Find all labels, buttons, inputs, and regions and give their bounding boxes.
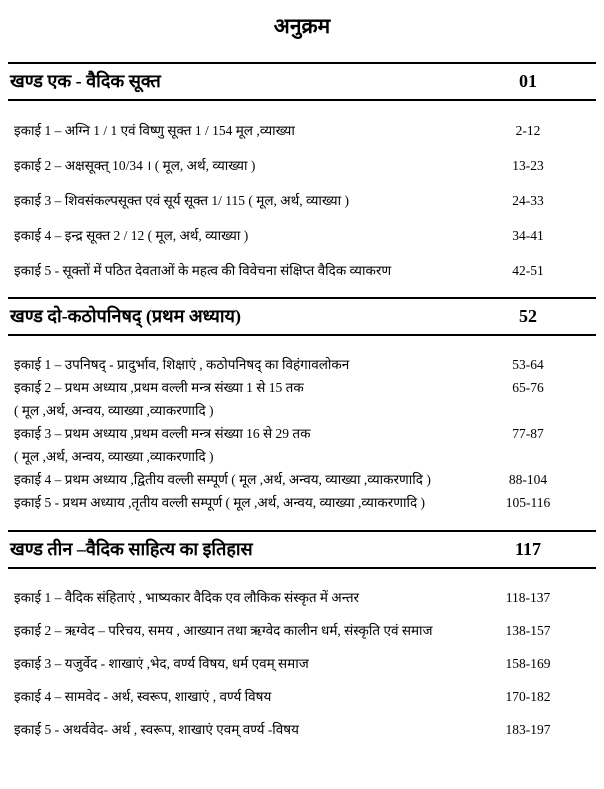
- section-header: [8, 532, 596, 567]
- toc-entry-pages: 2-12: [515, 123, 541, 138]
- toc-entry-pages: 88-104: [508, 472, 548, 487]
- toc-entry-pages: 42-51: [512, 263, 544, 278]
- page-title: अनुक्रम: [273, 14, 331, 38]
- section-entries: [8, 121, 596, 281]
- toc-entry: [8, 588, 596, 608]
- toc-entry: [8, 226, 596, 246]
- toc-entry-text: ( मूल ,अर्थ, अन्वय, व्याख्या ,व्याकरणादि ): [14, 449, 214, 464]
- toc-entry-pages: 65-76: [512, 380, 544, 395]
- toc-page: [0, 12, 604, 740]
- section-title: खण्ड एक - वैदिक सूक्त: [10, 71, 161, 91]
- toc-entry-text: इकाई 2 – अक्षसूक्त् 10/34 । ( मूल, अर्थ, व्याख्या ): [14, 158, 256, 173]
- toc-entry-continuation: [8, 401, 596, 421]
- divider: [8, 567, 596, 569]
- toc-entry-pages: 77-87: [512, 426, 544, 441]
- toc-entry: [8, 191, 596, 211]
- section-entries: [8, 355, 596, 513]
- toc-entry: [8, 654, 596, 674]
- toc-entry-text: इकाई 2 – ऋग्वेद – परिचय, समय , आख्यान तथा ऋग्वेद कालीन धर्म, संस्कृति एवं समाज: [14, 623, 433, 638]
- toc-entry-pages: 158-169: [505, 656, 551, 671]
- toc-entry: [8, 261, 596, 281]
- toc-entry: [8, 493, 596, 513]
- toc-entry: [8, 355, 596, 375]
- toc-entry-pages: 170-182: [505, 689, 551, 704]
- toc-entry-pages: 118-137: [505, 590, 551, 605]
- toc-entry-text: इकाई 4 – प्रथम अध्याय ,द्वितीय वल्ली सम्पूर्ण ( मूल ,अर्थ, अन्वय, व्याख्या ,व्याकरणादि ): [14, 472, 431, 487]
- toc-entry-pages: 24-33: [512, 193, 544, 208]
- toc-entry-text: इकाई 3 – यजुर्वेद - शाखाएं ,भेद, वर्ण्य विषय, धर्म एवम् समाज: [14, 656, 309, 671]
- divider: [8, 334, 596, 336]
- toc-entry-text: इकाई 4 – सामवेद - अर्थ, स्वरूप, शाखाएं , वर्ण्य विषय: [14, 689, 272, 704]
- section-header: [8, 64, 596, 99]
- section-entries: [8, 588, 596, 740]
- section-page-number: 117: [514, 539, 541, 559]
- divider: [8, 99, 596, 101]
- toc-entry: [8, 378, 596, 398]
- toc-entry-text: इकाई 5 - अथर्ववेद- अर्थ , स्वरूप, शाखाएं एवम् वर्ण्य -विषय: [14, 722, 299, 737]
- toc-entry-pages: 138-157: [505, 623, 551, 638]
- toc-entry-text: इकाई 3 – शिवसंकल्पसूक्त एवं सूर्य सूक्त 1/ 115 ( मूल, अर्थ, व्याख्या ): [14, 193, 349, 208]
- section-header: [8, 299, 596, 334]
- toc-entry-pages: 13-23: [512, 158, 544, 173]
- toc-entry: [8, 156, 596, 176]
- toc-entry: [8, 121, 596, 141]
- toc-entry-pages: 105-116: [505, 495, 551, 510]
- toc-entry-text: इकाई 5 - सूक्तों में पठित देवताओं के महत्व की विवेचना संक्षिप्त वैदिक व्याकरण: [14, 263, 392, 278]
- toc-entry-text: इकाई 1 – वैदिक संहिताएं , भाष्यकार वैदिक एव लौकिक संस्कृत में अन्तर: [14, 590, 360, 605]
- toc-entry-text: इकाई 4 – इन्द्र सूक्त 2 / 12 ( मूल, अर्थ, व्याख्या ): [14, 228, 249, 243]
- section-page-number: 52: [519, 306, 537, 326]
- toc-entry-continuation: [8, 447, 596, 467]
- toc-entry-pages: 183-197: [505, 722, 551, 737]
- toc-entry-text: इकाई 5 - प्रथम अध्याय ,तृतीय वल्ली सम्पूर्ण ( मूल ,अर्थ, अन्वय, व्याख्या ,व्याकरणादि ): [14, 495, 426, 510]
- toc-entry: [8, 621, 596, 641]
- toc-entry-text: इकाई 1 – उपनिषद् - प्रादुर्भाव, शिक्षाएं , कठोपनिषद् का विहंगावलोकन: [14, 357, 350, 372]
- toc-entry: [8, 424, 596, 444]
- section-title: खण्ड दो-कठोपनिषद् (प्रथम अध्याय): [10, 306, 241, 326]
- toc-entry-text: इकाई 3 – प्रथम अध्याय ,प्रथम वल्ली मन्त्र संख्या 16 से 29 तक: [14, 426, 311, 441]
- toc-entry-pages: 34-41: [512, 228, 544, 243]
- section-title: खण्ड तीन –वैदिक साहित्य का इतिहास: [10, 539, 253, 559]
- section-page-number: 01: [519, 71, 537, 91]
- toc-entry-text: इकाई 2 – प्रथम अध्याय ,प्रथम वल्ली मन्त्र संख्या 1 से 15 तक: [14, 380, 304, 395]
- toc-entry: [8, 687, 596, 707]
- toc-entry-text: ( मूल ,अर्थ, अन्वय, व्याख्या ,व्याकरणादि ): [14, 403, 214, 418]
- toc-entry-pages: 53-64: [512, 357, 544, 372]
- toc-entry: [8, 470, 596, 490]
- toc-entry: [8, 720, 596, 740]
- toc-entry-text: इकाई 1 – अग्नि 1 / 1 एवं विष्णु सूक्त 1 / 154 मूल ,व्याख्या: [14, 123, 295, 138]
